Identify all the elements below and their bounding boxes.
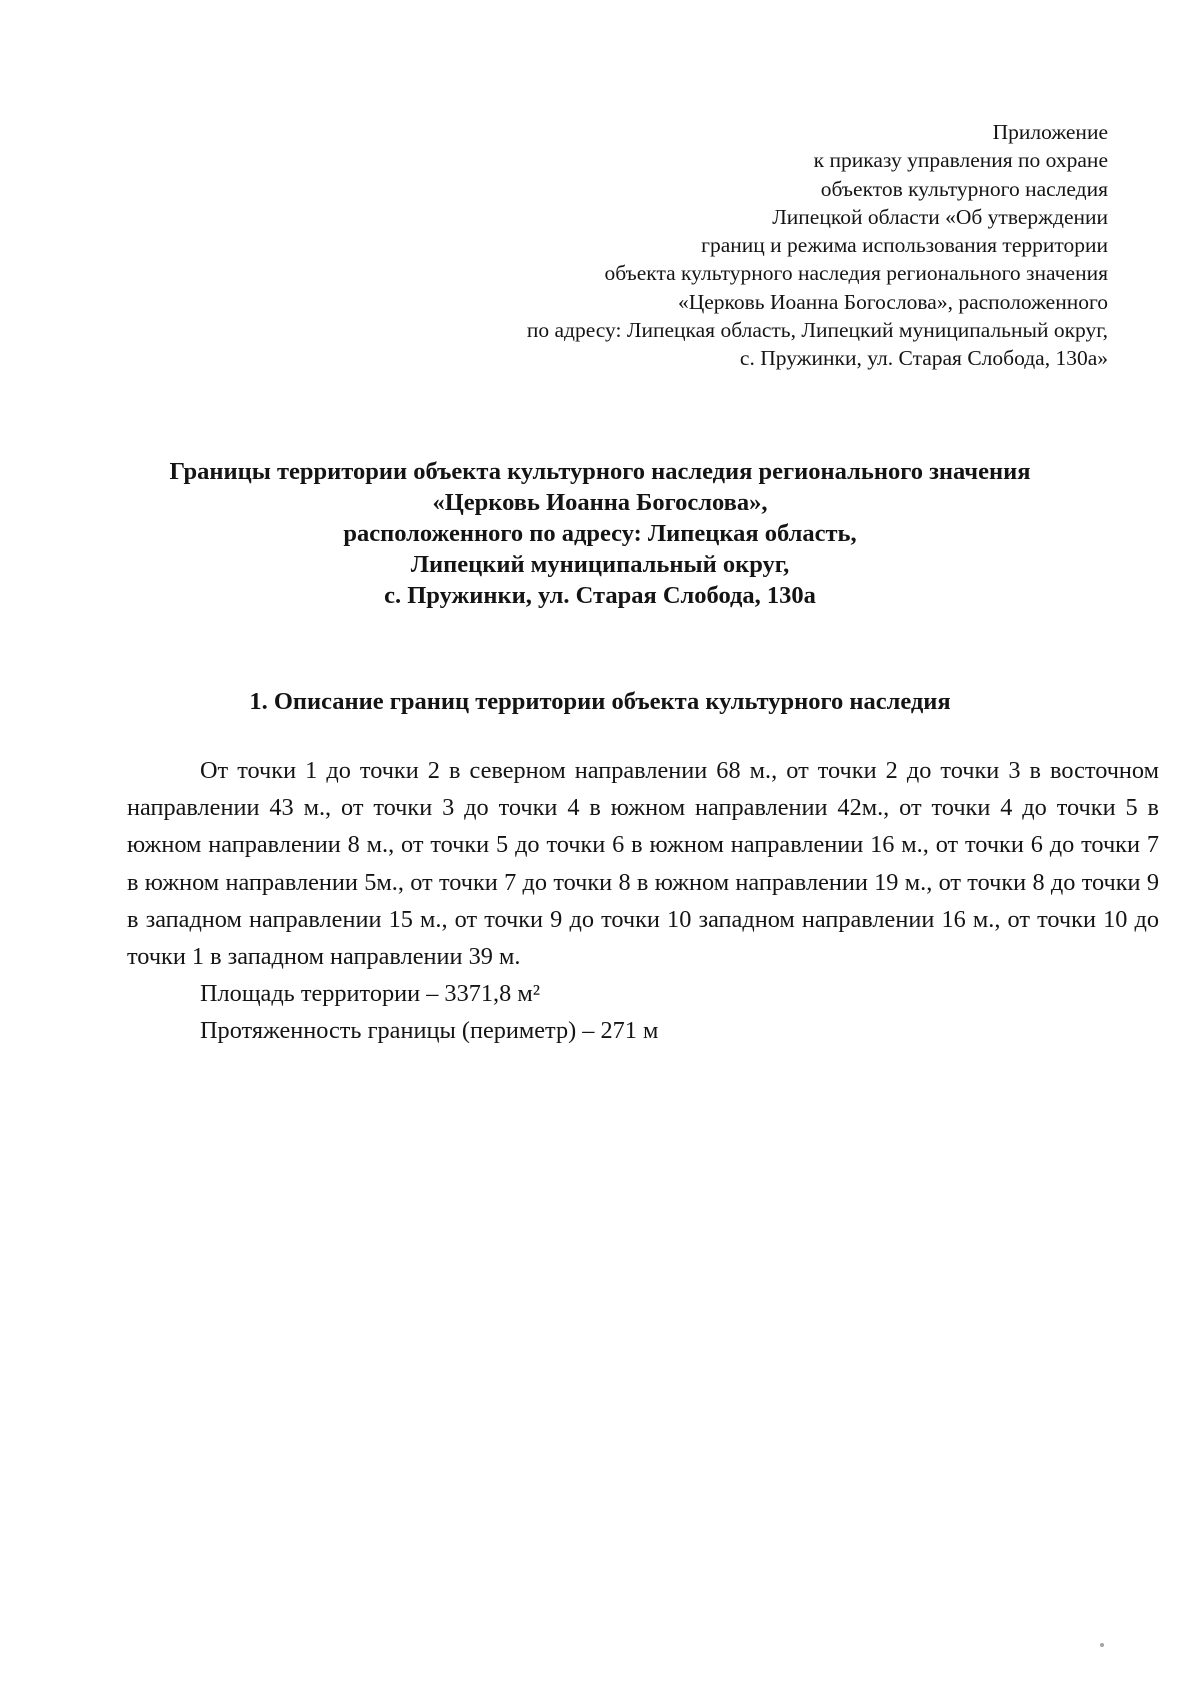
- appendix-line: границ и режима использования территории: [701, 233, 1108, 258]
- appendix-line: с. Пружинки, ул. Старая Слобода, 130а»: [739, 346, 1108, 371]
- title-line: «Церковь Иоанна Богослова»,: [432, 489, 768, 516]
- perimeter-line: Протяженность границы (периметр) – 271 м: [200, 1017, 659, 1045]
- title-line: расположенного по адресу: Липецкая область,: [343, 520, 857, 547]
- title-line: Липецкий муниципальный округ,: [410, 551, 790, 578]
- appendix-line: объекта культурного наследия регионального значения: [604, 261, 1108, 286]
- appendix-line: «Церковь Иоанна Богослова», расположенного: [677, 289, 1108, 314]
- appendix-line: к приказу управления по охране: [813, 148, 1108, 173]
- section-heading: 1. Описание границ территории объекта культурного наследия: [249, 688, 951, 715]
- boundary-description: От точки 1 до точки 2 в северном направлении 68 м., от точки 2 до точки 3 в восточном направлении 43 м., от точки 3 до точки 4 в южном направлении 42м., от точки 4 до точки 5 в южном направлении 8 м., от точки 5 до точки 6 в южном направлении 16 м., от точки 6 до точки 7 в южном направлении 5м., от точки 7 до точки 8 в южном направлении 19 м., от точки 8 до точки 9 в западном направлении 15 м., от точки 9 до точки 10 западном направлении 16 м., от точки 10 до точки 1 в западном направлении 39 м.: [127, 757, 1159, 971]
- scan-speck: [1100, 1643, 1104, 1647]
- appendix-line: Приложение: [992, 120, 1108, 144]
- appendix-line: по адресу: Липецкая область, Липецкий муниципальный округ,: [526, 318, 1108, 343]
- appendix-header: [348, 118, 1108, 373]
- title-line: с. Пружинки, ул. Старая Слобода, 130а: [384, 582, 816, 609]
- appendix-line: Липецкой области «Об утверждении: [772, 204, 1108, 229]
- section-body: [127, 752, 1159, 1050]
- title-line: Границы территории объекта культурного наследия регионального значения: [169, 458, 1031, 485]
- appendix-line: объектов культурного наследия: [820, 176, 1108, 201]
- area-line: Площадь территории – 3371,8 м²: [200, 980, 540, 1008]
- document-title: [100, 456, 1100, 611]
